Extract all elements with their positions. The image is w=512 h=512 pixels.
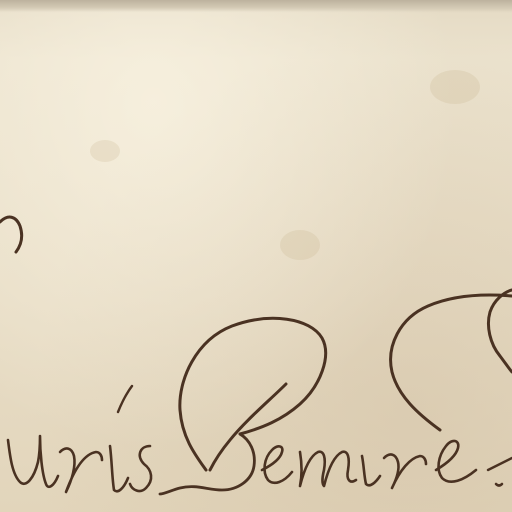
letter-e2-stroke <box>436 441 476 482</box>
letter-r-stroke <box>60 449 102 492</box>
letter-u-stroke <box>8 436 58 487</box>
capital-r-leg-stroke <box>160 434 254 494</box>
trailing-stroke <box>488 458 512 470</box>
letter-s-stroke <box>130 446 151 491</box>
letter-m-stroke <box>300 452 356 486</box>
letter-i2-stroke <box>362 456 380 485</box>
upper-right-flourish-stroke <box>488 290 512 372</box>
letter-r2-stroke <box>384 455 426 488</box>
upper-right-loop-stroke <box>391 295 512 430</box>
left-flourish-stroke <box>0 217 22 252</box>
letter-i-stroke <box>110 446 128 491</box>
dot-mark <box>496 484 502 486</box>
accent-mark-stroke <box>118 386 132 412</box>
capital-r-stem-stroke <box>210 384 286 470</box>
letter-e-stroke <box>262 446 292 482</box>
